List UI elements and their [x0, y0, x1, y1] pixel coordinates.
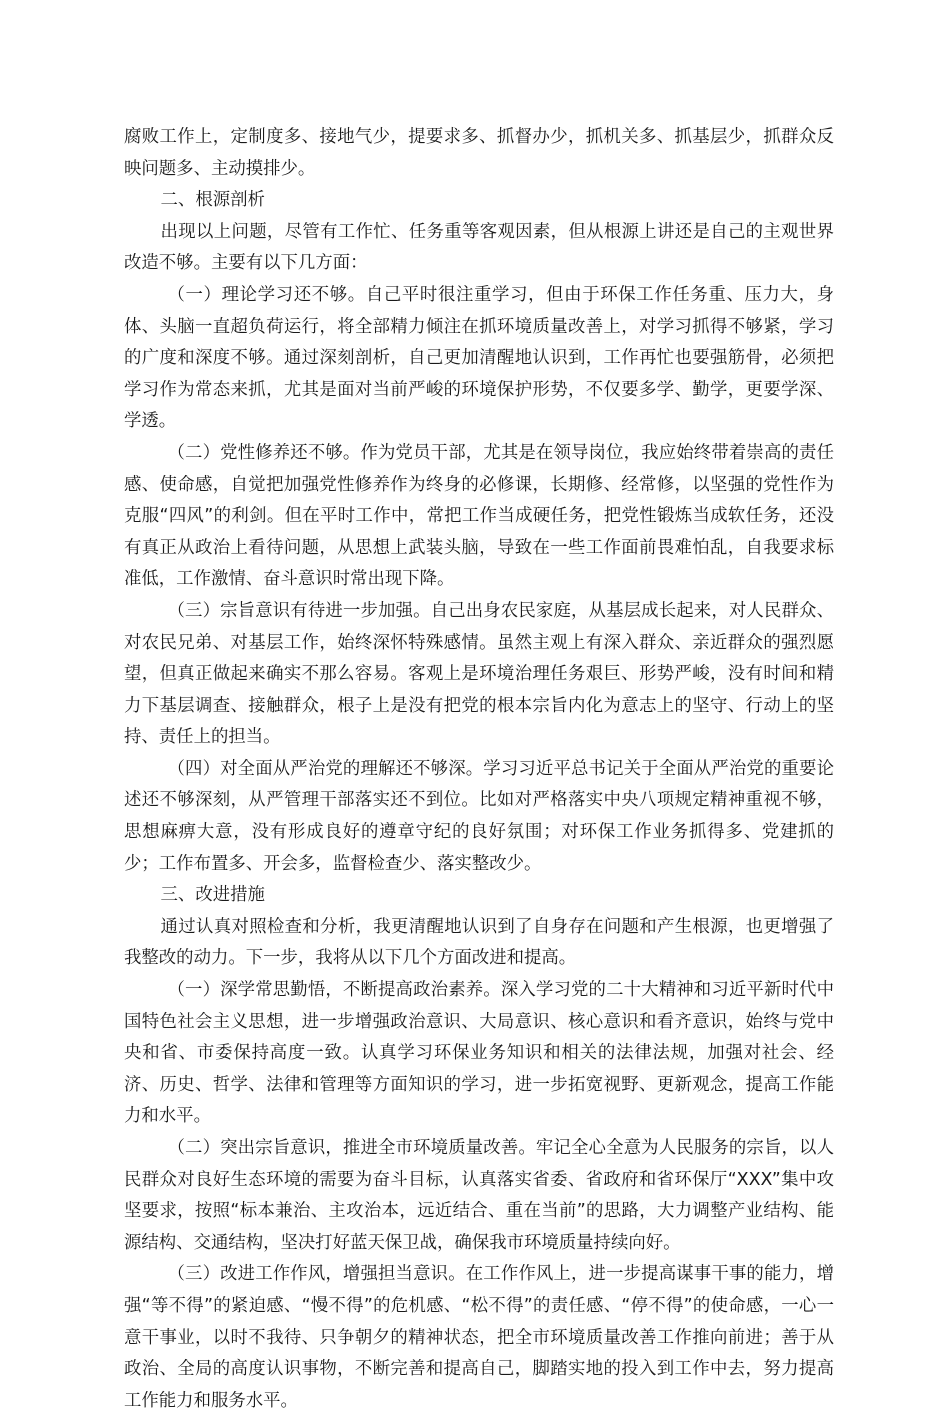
paragraph-2: 出现以上问题，尽管有工作忙、任务重等客观因素，但从根源上讲还是自己的主观世界改造不够。主要有以下几方面：: [124, 221, 834, 274]
section-heading-measures: 三、改进措施: [160, 885, 265, 906]
paragraph-8: （一）深学常思勤悟，不断提高政治素养。深入学习党的二十大精神和习近平新时代中国特色社会主义思想，进一步增强政治意识、大局意识、核心意识和看齐意识，始终与党中央和省、市委保持高度一致。认真学习环保业务知识和相关的法律法规，加强对社会、经济、历史、哲学、法律和管理等方面知识的学习，进一步拓宽视野、更新观念，提高工作能力和水平。: [124, 980, 834, 1127]
paragraph-6: （四）对全面从严治党的理解还不够深。学习习近平总书记关于全面从严治党的重要论述还不够深刻，从严管理干部落实还不到位。比如对严格落实中央八项规定精神重视不够，思想麻痹大意，没有形成良好的遵章守纪的良好氛围；对环保工作业务抓得多、党建抓的少；工作布置多、开会多，监督检查少、落实整改少。: [124, 758, 834, 874]
section-heading-root-cause: 二、根源剖析: [160, 190, 265, 211]
document-body: [124, 122, 834, 1417]
paragraph-10: （三）改进工作作风，增强担当意识。在工作作风上，进一步提高谋事干事的能力，增强“等不得”的紧迫感、“慢不得”的危机感、“松不得”的责任感、“停不得”的使命感，一心一意干事业，以时不我待、只争朝夕的精神状态，把全市环境质量改善工作推向前进；善于从政治、全局的高度认识事物，不断完善和提高自己，脚踏实地的投入到工作中去，努力提高工作能力和服务水平。: [124, 1264, 834, 1411]
paragraph-3: （一）理论学习还不够。自己平时很注重学习，但由于环保工作任务重、压力大，身体、头脑一直超负荷运行，将全部精力倾注在抓环境质量改善上，对学习抓得不够紧，学习的广度和深度不够。通过深刻剖析，自己更加清醒地认识到，工作再忙也要强筋骨，必须把学习作为常态来抓，尤其是面对当前严峻的环境保护形势，不仅要多学、勤学，更要学深、学透。: [124, 284, 834, 432]
paragraph-7: 通过认真对照检查和分析，我更清醒地认识到了自身存在问题和产生根源，也更增强了我整改的动力。下一步，我将从以下几个方面改进和提高。: [124, 916, 834, 969]
paragraph-5: （三）宗旨意识有待进一步加强。自己出身农民家庭，从基层成长起来，对人民群众、对农民兄弟、对基层工作，始终深怀特殊感情。虽然主观上有深入群众、亲近群众的强烈愿望，但真正做起来确实不那么容易。客观上是环境治理任务艰巨、形势严峻，没有时间和精力下基层调查、接触群众，根子上是没有把党的根本宗旨内化为意志上的坚守、行动上的坚持、责任上的担当。: [124, 600, 834, 748]
paragraph-1: 腐败工作上，定制度多、接地气少，提要求多、抓督办少，抓机关多、抓基层少，抓群众反映问题多、主动摸排少。: [124, 127, 834, 179]
paragraph-4: （二）党性修养还不够。作为党员干部，尤其是在领导岗位，我应始终带着崇高的责任感、使命感，自觉把加强党性修养作为终身的必修课，长期修、经常修，以坚强的党性作为克服“四风”的利剑。但在平时工作中，常把工作当成硬任务，把党性锻炼当成软任务，还没有真正从政治上看待问题，从思想上武装头脑，导致在一些工作面前畏难怕乱，自我要求标准低，工作激情、奋斗意识时常出现下降。: [124, 442, 834, 590]
paragraph-9: （二）突出宗旨意识，推进全市环境质量改善。牢记全心全意为人民服务的宗旨，以人民群众对良好生态环境的需要为奋斗目标，认真落实省委、省政府和省环保厅“XXX”集中攻坚要求，按照“标本兼治、主攻治本，远近结合、重在当前”的思路，大力调整产业结构、能源结构、交通结构，坚决打好蓝天保卫战，确保我市环境质量持续向好。: [124, 1138, 834, 1253]
